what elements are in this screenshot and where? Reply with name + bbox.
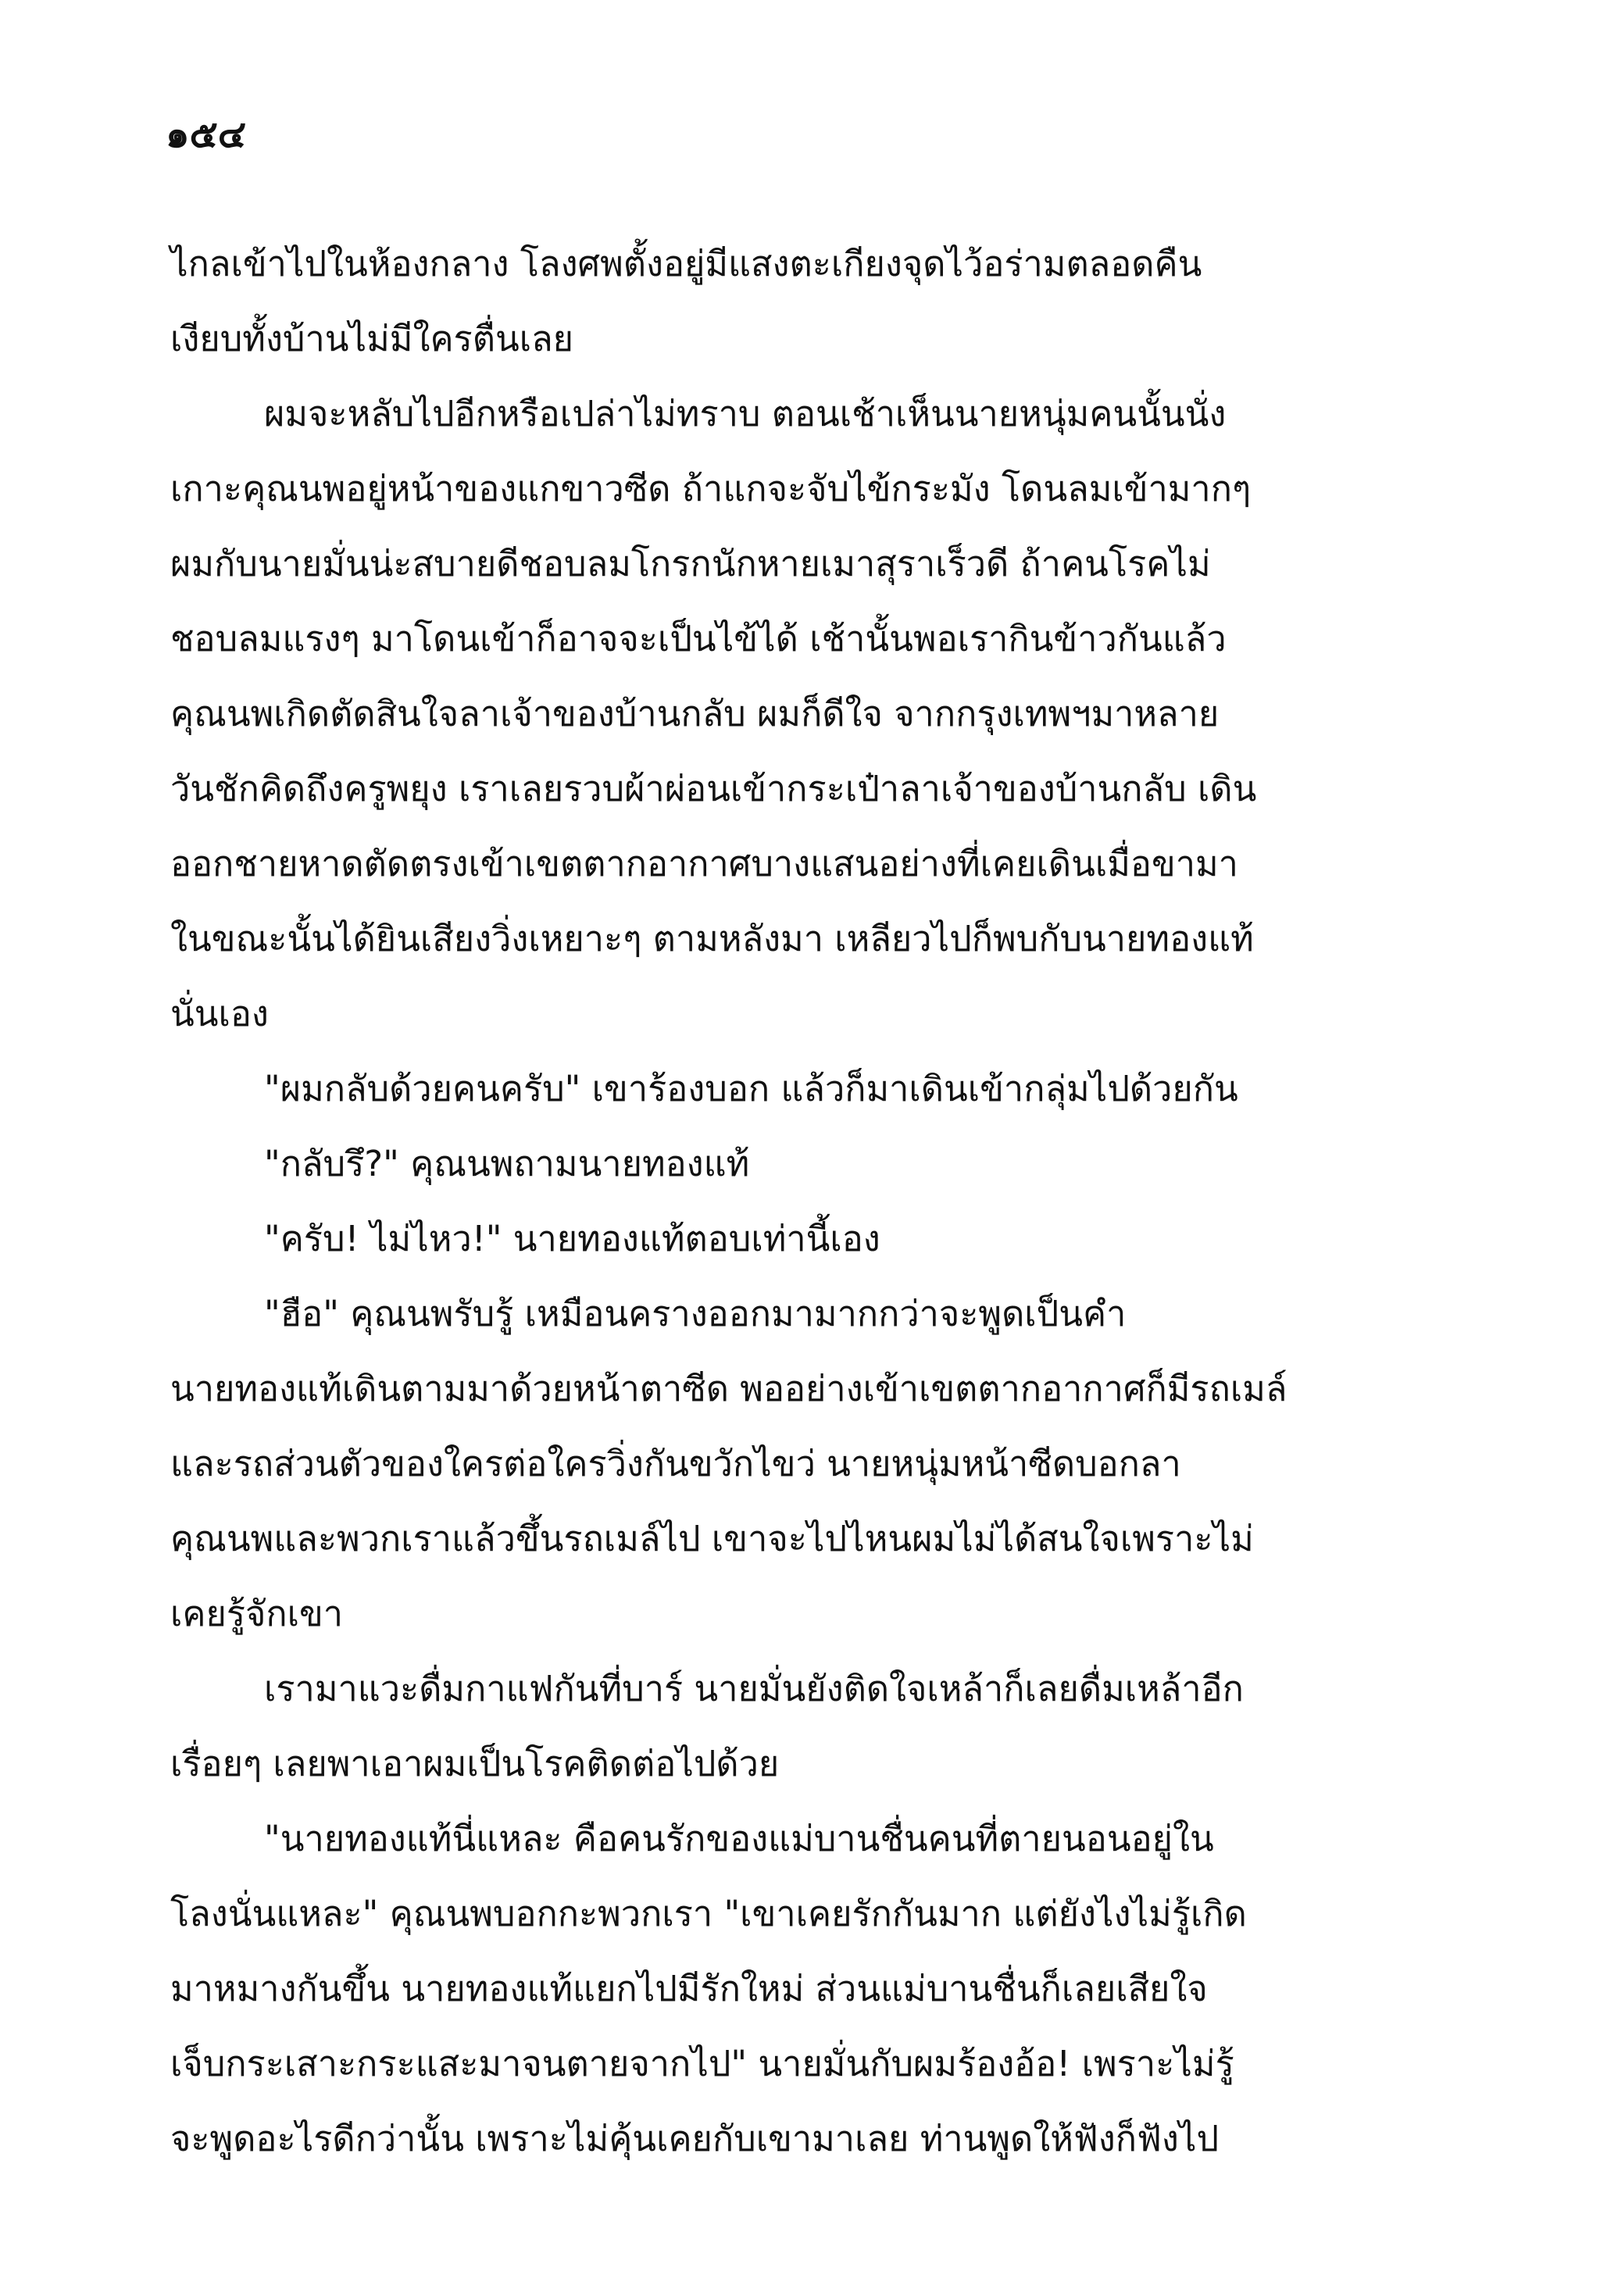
text-line: เรามาแวะดื่มกาแฟกันที่บาร์ นายมั่นยังติดใจเหล้าก็เลยดื่มเหล้าอีก [264, 1668, 1244, 1709]
text-line: นั่นเอง [170, 993, 269, 1034]
text-line: "ครับ! ไม่ไหว!" นายทองแท้ตอบเท่านี้เอง [264, 1218, 880, 1259]
text-line: ผมจะหลับไปอีกหรือเปล่าไม่ทราบ ตอนเช้าเห็นนายหนุ่มคนนั้นนั่ง [264, 393, 1227, 434]
body-text [170, 227, 1436, 2176]
text-line: คุณนพและพวกเราแล้วขึ้นรถเมล์ไป เขาจะไปไหนผมไม่ได้สนใจเพราะไม่ [170, 1518, 1254, 1559]
text-line: คุณนพเกิดตัดสินใจลาเจ้าของบ้านกลับ ผมก็ดีใจ จากกรุงเทพฯมาหลาย [170, 693, 1220, 734]
text-line: "นายทองแท้นี่แหละ คือคนรักของแม่บานชื่นคนที่ตายนอนอยู่ใน [264, 1818, 1214, 1859]
text-line: เคยรู้จักเขา [170, 1593, 344, 1634]
text-line: ออกชายหาดตัดตรงเข้าเขตตากอากาศบางแสนอย่างที่เคยเดินเมื่อขามา [170, 843, 1238, 884]
text-line: "ฮือ" คุณนพรับรู้ เหมือนครางออกมามากกว่าจะพูดเป็นคำ [264, 1293, 1127, 1334]
text-line: เจ็บกระเสาะกระแสะมาจนตายจากไป" นายมั่นกับผมร้องอ้อ! เพราะไม่รู้ [170, 2043, 1234, 2084]
text-line: จะพูดอะไรดีกว่านั้น เพราะไม่คุ้นเคยกับเขามาเลย ท่านพูดให้ฟังก็ฟังไป [170, 2118, 1220, 2159]
text-line: ในขณะนั้นได้ยินเสียงวิ่งเหยาะๆ ตามหลังมา เหลียวไปก็พบกับนายทองแท้ [170, 918, 1254, 959]
text-line: "กลับรึ?" คุณนพถามนายทองแท้ [264, 1143, 750, 1184]
text-line: และรถส่วนตัวของใครต่อใครวิ่งกันขวักไขว่ นายหนุ่มหน้าซีดบอกลา [170, 1443, 1181, 1484]
text-line: นายทองแท้เดินตามมาด้วยหน้าตาซีด พออย่างเข้าเขตตากอากาศก็มีรถเมล์ [170, 1368, 1288, 1409]
text-line: ผมกับนายมั่นน่ะสบายดีชอบลมโกรกนักหายเมาสุราเร็วดี ถ้าคนโรคไม่ [170, 543, 1211, 584]
text-line: เกาะคุณนพอยู่หน้าของแกขาวซีด ถ้าแกจะจับไข้กระมัง โดนลมเข้ามากๆ [170, 468, 1252, 509]
text-line: โลงนั่นแหละ" คุณนพบอกกะพวกเรา "เขาเคยรักกันมาก แต่ยังไงไม่รู้เกิด [170, 1893, 1247, 1934]
text-line: มาหมางกันขึ้น นายทองแท้แยกไปมีรักใหม่ ส่วนแม่บานชื่นก็เลยเสียใจ [170, 1968, 1208, 2009]
text-line: ไกลเข้าไปในห้องกลาง โลงศพตั้งอยู่มีแสงตะเกียงจุดไว้อร่ามตลอดคืน [170, 243, 1202, 284]
text-line: เงียบทั้งบ้านไม่มีใครตื่นเลย [170, 318, 574, 359]
text-line: "ผมกลับด้วยคนครับ" เขาร้องบอก แล้วก็มาเดินเข้ากลุ่มไปด้วยกัน [264, 1068, 1238, 1109]
text-line: เรื่อยๆ เลยพาเอาผมเป็นโรคติดต่อไปด้วย [170, 1743, 780, 1784]
text-line: ชอบลมแรงๆ มาโดนเข้าก็อาจจะเป็นไข้ได้ เช้านั้นพอเรากินข้าวกันแล้ว [170, 618, 1227, 659]
text-line: วันชักคิดถึงครูพยุง เราเลยรวบผ้าผ่อนเข้ากระเป๋าลาเจ้าของบ้านกลับ เดิน [170, 768, 1257, 809]
page-number: ๑๕๔ [166, 112, 247, 156]
